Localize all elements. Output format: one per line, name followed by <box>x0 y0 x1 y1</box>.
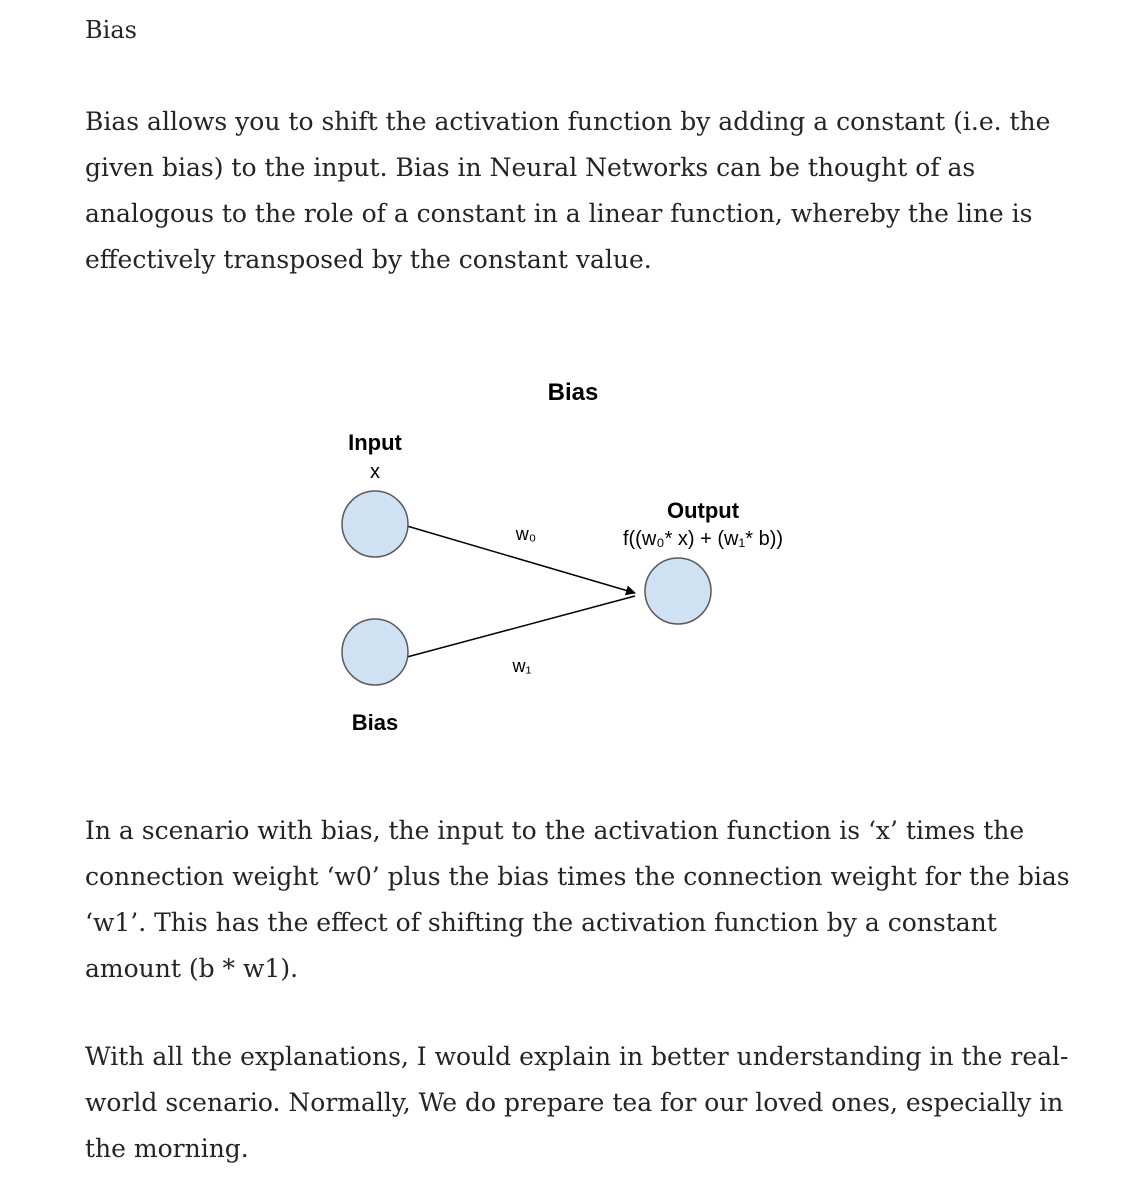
weight-w1-label: w₁ <box>512 656 532 676</box>
paragraph-bias-scenario: In a scenario with bias, the input to the activation function is ‘x’ times the connection weight ‘w0’ plus the bias times the connection weight for the bias ‘w1’. This has the effect of shifting the activation function by a constant amount (b * w1). <box>85 816 1070 983</box>
output-label: Output <box>666 498 740 523</box>
output-formula: f((w₀* x) + (w₁* b)) <box>622 528 784 550</box>
bias-connection-line <box>407 596 635 657</box>
paragraph-real-world: With all the explanations, I would explain in better understanding in the real-world scenario. Normally, We do prepare tea for our loved ones, especially in the morning. <box>85 1042 1069 1163</box>
bias-diagram-figure <box>300 360 860 760</box>
section-heading: Bias <box>85 16 137 44</box>
input-label: Input <box>348 430 402 455</box>
weight-w0-label: w₀ <box>515 524 537 544</box>
bias-diagram <box>300 360 860 760</box>
diagram-title: Bias <box>547 379 599 406</box>
output-node <box>645 558 711 624</box>
input-variable-label: x <box>370 461 380 483</box>
input-node <box>342 491 408 557</box>
paragraph-bias-definition: Bias allows you to shift the activation function by adding a constant (i.e. the given bias) to the input. Bias in Neural Networks can be thought of as analogous to the role of a constant in a linear function, whereby the line is effectively transposed by the constant value. <box>85 107 1051 274</box>
bias-node <box>342 619 408 685</box>
bias-label: Bias <box>351 710 399 735</box>
